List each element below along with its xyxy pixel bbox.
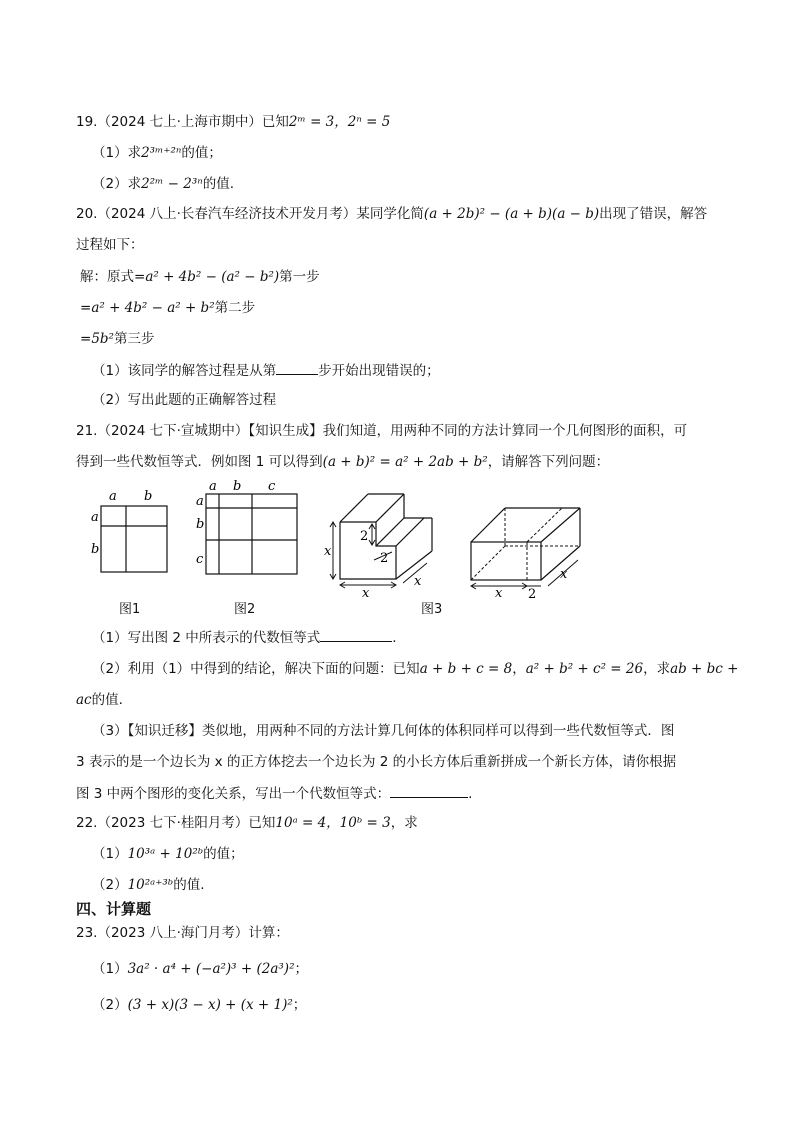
q20-part1: （1）该同学的解答过程是从第 步开始出现错误的；	[92, 360, 440, 381]
fig1-label-b-left: b	[91, 542, 100, 557]
fig3-left-label-2-vertical: 2	[360, 529, 369, 544]
fig3-left-label-2-depth: 2	[380, 551, 389, 566]
answer-blank[interactable]	[390, 783, 468, 798]
q21-part3-line1: （3）【知识迁移】类似地，用两种不同的方法计算几何体的体积同样可以得到一些代数恒等式．图	[92, 723, 675, 739]
section-title: 四、计算题	[76, 900, 152, 918]
fig2-label-b-left: b	[196, 517, 205, 532]
q20-line2: 过程如下：	[76, 237, 144, 253]
q23-head: 23.（2023 八上·海门月考）计算：	[76, 925, 289, 941]
q23-part2: （2）(3 + x)(3 − x) + (x + 1)²；	[92, 997, 307, 1013]
q19-part1: （1）求2³ᵐ⁺²ⁿ的值；	[92, 145, 222, 161]
q19-part2: （2）求2²ᵐ − 2³ⁿ的值.	[92, 176, 235, 192]
fig2-label-b-top: b	[233, 479, 242, 494]
q23-part1: （1）3a² · a⁴ + (−a²)³ + (2a³)²；	[92, 961, 308, 977]
fig3-caption: 图3	[421, 602, 443, 617]
q21-head: 21.（2024 七下·宣城期中）【知识生成】我们知道，用两种不同的方法计算同一个几何图形的面积，可	[76, 423, 688, 439]
figure-1	[101, 506, 167, 572]
q21-part2-line2: ac的值.	[76, 692, 123, 708]
fig3-right-label-2: 2	[528, 587, 537, 602]
fig3-right-label-x-depth: x	[560, 567, 568, 582]
fig2-label-c-left: c	[196, 552, 204, 567]
q20-head: 20.（2024 八上·长春汽车经济技术开发月考）某同学化简(a + 2b)² − (a + b)(a − b)出现了错误，解答	[76, 206, 708, 222]
q21-part3-line2: 3 表示的是一个边长为 x 的正方体挖去一个边长为 2 的小长方体后重新拼成一个新长方体，请你根据	[76, 754, 677, 770]
q20-step2: =a² + 4b² − a² + b²第二步	[80, 300, 256, 316]
fig3-right-label-x-width: x	[495, 586, 503, 601]
q20-step3: =5b²第三步	[80, 331, 155, 347]
fig2-label-c-top: c	[268, 479, 276, 494]
fig1-label-a-top: a	[109, 489, 117, 504]
q19-head: 19.（2024 七上·上海市期中）已知2ᵐ = 3，2ⁿ = 5	[76, 114, 391, 130]
q20-step1: 解：原式=a² + 4b² − (a² − b²)第一步	[80, 269, 320, 285]
fig1-label-a-left: a	[91, 510, 99, 525]
fig3-left-label-x-depth: x	[414, 574, 422, 589]
fig2-caption: 图2	[234, 602, 256, 617]
fig3-left-dimensions	[330, 522, 427, 588]
q21-part2: （2）利用（1）中得到的结论，解决下面的问题：已知a + b + c = 8，a² + b² + c² = 26，求ab + bc +	[92, 661, 739, 677]
fig3-left-label-x-height: x	[324, 544, 332, 559]
q21-line2: 得到一些代数恒等式．例如图 1 可以得到(a + b)² = a² + 2ab + b²，请解答下列问题：	[76, 454, 610, 470]
q22-part2: （2）10²ᵃ⁺³ᵇ的值.	[92, 877, 205, 893]
q19-condition: 2ᵐ = 3，2ⁿ = 5	[288, 114, 391, 130]
fig2-label-a-top: a	[209, 479, 217, 494]
figure-3-left	[340, 494, 432, 579]
fig1-caption: 图1	[119, 602, 141, 617]
q22-head: 22.（2023 七下·桂阳月考）已知10ᵃ = 4，10ᵇ = 3，求	[76, 815, 418, 831]
q20-part2: （2）写出此题的正确解答过程	[92, 392, 277, 408]
q21-part1: （1）写出图 2 中所表示的代数恒等式 .	[92, 627, 397, 648]
fig3-left-label-x-width: x	[362, 586, 370, 601]
figure-2	[206, 494, 297, 574]
q22-part1: （1）10³ᵃ + 10²ᵇ的值；	[92, 846, 244, 862]
fig2-label-a-left: a	[196, 494, 204, 509]
q21-part3-line3: 图 3 中两个图形的变化关系，写出一个代数恒等式： .	[76, 783, 472, 804]
answer-blank[interactable]	[320, 627, 392, 642]
fig1-label-b-top: b	[144, 489, 153, 504]
